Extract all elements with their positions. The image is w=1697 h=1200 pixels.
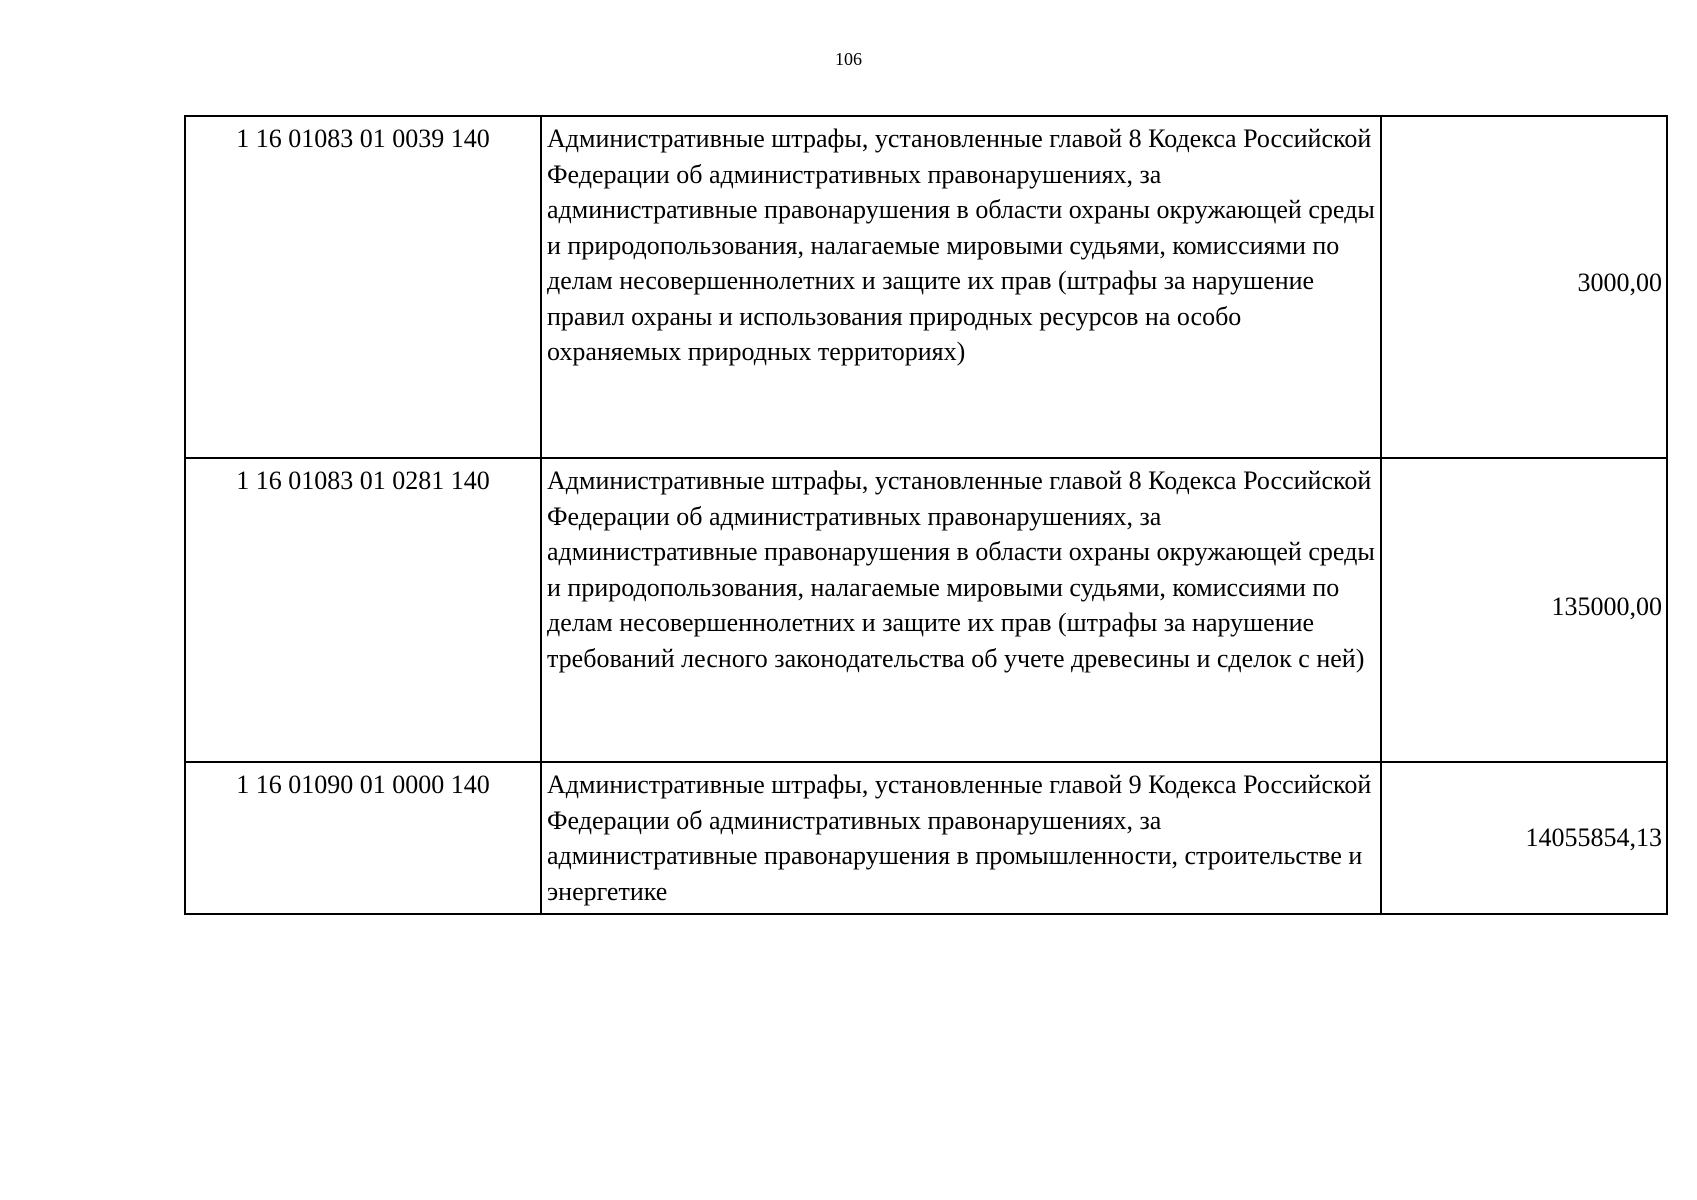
- budget-code-cell: 1 16 01090 01 0000 140: [185, 762, 541, 914]
- description-cell: Административные штрафы, установленные главой 9 Кодекса Российской Федерации об административных правонарушениях, за административные правонарушения в промышленности, строительстве и энергетике: [541, 762, 1381, 914]
- budget-code-cell: 1 16 01083 01 0281 140: [185, 458, 541, 762]
- table-row: [185, 762, 1667, 914]
- amount-cell: 14055854,13: [1381, 762, 1667, 914]
- table-row: [185, 116, 1667, 458]
- page-number: 106: [835, 49, 862, 69]
- budget-revenue-table: [184, 115, 1668, 915]
- description-cell: Административные штрафы, установленные главой 8 Кодекса Российской Федерации об административных правонарушениях, за административные правонарушения в области охраны окружающей среды и природопользования, налагаемые мировыми судьями, комиссиями по делам несовершеннолетних и защите их прав (штрафы за нарушение правил охраны и использования природных ресурсов на особо охраняемых природных территориях): [541, 116, 1381, 458]
- budget-code-cell: 1 16 01083 01 0039 140: [185, 116, 541, 458]
- table-row: [185, 458, 1667, 762]
- amount-cell: 135000,00: [1381, 458, 1667, 762]
- amount-cell: 3000,00: [1381, 116, 1667, 458]
- description-cell: Административные штрафы, установленные главой 8 Кодекса Российской Федерации об административных правонарушениях, за административные правонарушения в области охраны окружающей среды и природопользования, налагаемые мировыми судьями, комиссиями по делам несовершеннолетних и защите их прав (штрафы за нарушение требований лесного законодательства об учете древесины и сделок с ней): [541, 458, 1381, 762]
